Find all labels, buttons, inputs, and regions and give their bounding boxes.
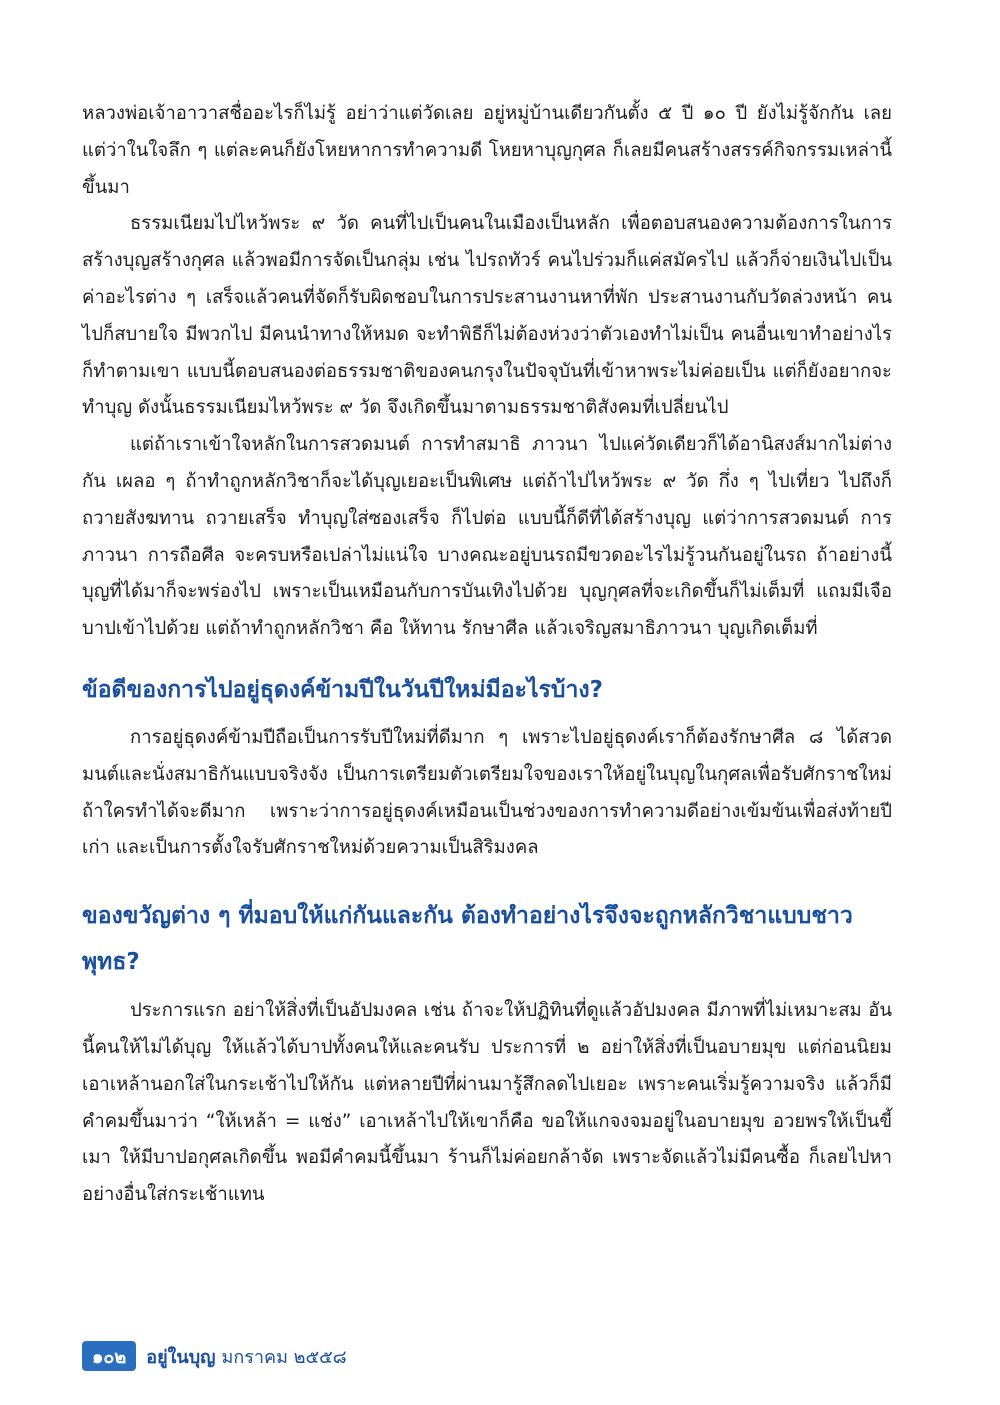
article-body [82,96,892,1214]
magazine-info [146,1342,346,1371]
paragraph-2: ธรรมเนียมไปไหว้พระ ๙ วัด คนที่ไปเป็นคนในเมืองเป็นหลัก เพื่อตอบสนองความต้องการในการสร้างบุญสร้างกุศล แล้วพอมีการจัดเป็นกลุ่ม เช่น ไปรถทัวร์ คนไปร่วมก็แค่สมัครไป แล้วก็จ่ายเงินไปเป็นค่าอะไรต่าง ๆ เสร็จแล้วคนที่จัดก็รับผิดชอบในการประสานงานหาที่พัก ประสานงานกับวัดล่วงหน้า คนไปก็สบายใจ มีพวกไป มีคนนำทางให้หมด จะทำพิธีก็ไม่ต้องห่วงว่าตัวเองทำไม่เป็น คนอื่นเขาทำอย่างไรก็ทำตามเขา แบบนี้ตอบสนองต่อธรรมชาติของคนกรุงในปัจจุบันที่เข้าหาพระไม่ค่อยเป็น แต่ก็ยังอยากจะทำบุญ ดังนั้นธรรมเนียมไหว้พระ ๙ วัด จึงเกิดขึ้นมาตามธรรมชาติสังคมที่เปลี่ยนไป [82,213,892,419]
page-number-badge: ๑๐๒ [82,1341,136,1371]
paragraph-1: หลวงพ่อเจ้าอาวาสชื่ออะไรก็ไม่รู้ อย่าว่าแต่วัดเลย อยู่หมู่บ้านเดียวกันตั้ง ๕ ปี ๑๐ ปี ยังไม่รู้จักกัน เลย แต่ว่าในใจลึก ๆ แต่ละคนก็ยังโหยหาการทำความดี โหยหาบุญกุศล ก็เลยมีคนสร้างสรรค์กิจกรรมเหล่านี้ขึ้นมา [82,103,892,198]
magazine-issue: มกราคม ๒๕๕๘ [221,1346,347,1368]
magazine-name: อยู่ในบุญ [146,1346,216,1368]
paragraph-3: แต่ถ้าเราเข้าใจหลักในการสวดมนต์ การทำสมาธิ ภาวนา ไปแค่วัดเดียวก็ได้อานิสงส์มากไม่ต่างกัน เผลอ ๆ ถ้าทำถูกหลักวิชาก็จะได้บุญเยอะเป็นพิเศษ แต่ถ้าไปไหว้พระ ๙ วัด กึ่ง ๆ ไปเที่ยว ไปถึงก็ถวายสังฆทาน ถวายเสร็จ ทำบุญใส่ซองเสร็จ ก็ไปต่อ แบบนี้ก็ดีที่ได้สร้างบุญ แต่ว่าการสวดมนต์ การภาวนา การถือศีล จะครบหรือเปล่าไม่แน่ใจ บางคณะอยู่บนรถมีขวดอะไรไม่รู้วนกันอยู่ในรถ ถ้าอย่างนี้บุญที่ได้มาก็จะพร่องไป เพราะเป็นเหมือนกับการบันเทิงไปด้วย บุญกุศลที่จะเกิดขึ้นก็ไม่เต็มที่ แถมมีเจือบาปเข้าไปด้วย แต่ถ้าทำถูกหลักวิชา คือ ให้ทาน รักษาศีล แล้วเจริญสมาธิภาวนา บุญเกิดเต็มที่ [82,434,892,640]
paragraph-5: ประการแรก อย่าให้สิ่งที่เป็นอัปมงคล เช่น ถ้าจะให้ปฏิทินที่ดูแล้วอัปมงคล มีภาพที่ไม่เหมาะสม อันนี้คนให้ไม่ได้บุญ ให้แล้วได้บาปทั้งคนให้และคนรับ ประการที่ ๒ อย่าให้สิ่งที่เป็นอบายมุข แต่ก่อนนิยมเอาเหล้านอกใส่ในกระเช้าไปให้กัน แต่หลายปีที่ผ่านมารู้สึกลดไปเยอะ เพราะคนเริ่มรู้ความจริง แล้วก็มีคำคมขึ้นมาว่า “ให้เหล้า = แช่ง” เอาเหล้าไปให้เขาก็คือ ขอให้แกจงจมอยู่ในอบายมุข อวยพรให้เป็นขี้เมา ให้มีบาปอกุศลเกิดขึ้น พอมีคำคมนี้ขึ้นมา ร้านก็ไม่ค่อยกล้าจัด เพราะจัดแล้วไม่มีคนซื้อ ก็เลยไปหาอย่างอื่นใส่กระเช้าแทน [82,1000,892,1206]
section-heading-2: ของขวัญต่าง ๆ ที่มอบให้แก่กันและกัน ต้องทำอย่างไรจึงจะถูกหลักวิชาแบบชาวพุทธ? [82,903,853,976]
page-footer [82,1339,347,1373]
section-heading-1: ข้อดีของการไปอยู่ธุดงค์ข้ามปีในวันปีใหม่มีอะไรบ้าง? [82,676,603,703]
paragraph-4: การอยู่ธุดงค์ข้ามปีถือเป็นการรับปีใหม่ที่ดีมาก ๆ เพราะไปอยู่ธุดงค์เราก็ต้องรักษาศีล ๘ ได้สวดมนต์และนั่งสมาธิกันแบบจริงจัง เป็นการเตรียมตัวเตรียมใจของเราให้อยู่ในบุญในกุศลเพื่อรับศักราชใหม่ ถ้าใครทำได้จะดีมาก เพราะว่าการอยู่ธุดงค์เหมือนเป็นช่วงของการทำความดีอย่างเข้มข้นเพื่อส่งท้ายปีเก่า และเป็นการตั้งใจรับศักราชใหม่ด้วยความเป็นสิริมงคล [82,726,892,859]
